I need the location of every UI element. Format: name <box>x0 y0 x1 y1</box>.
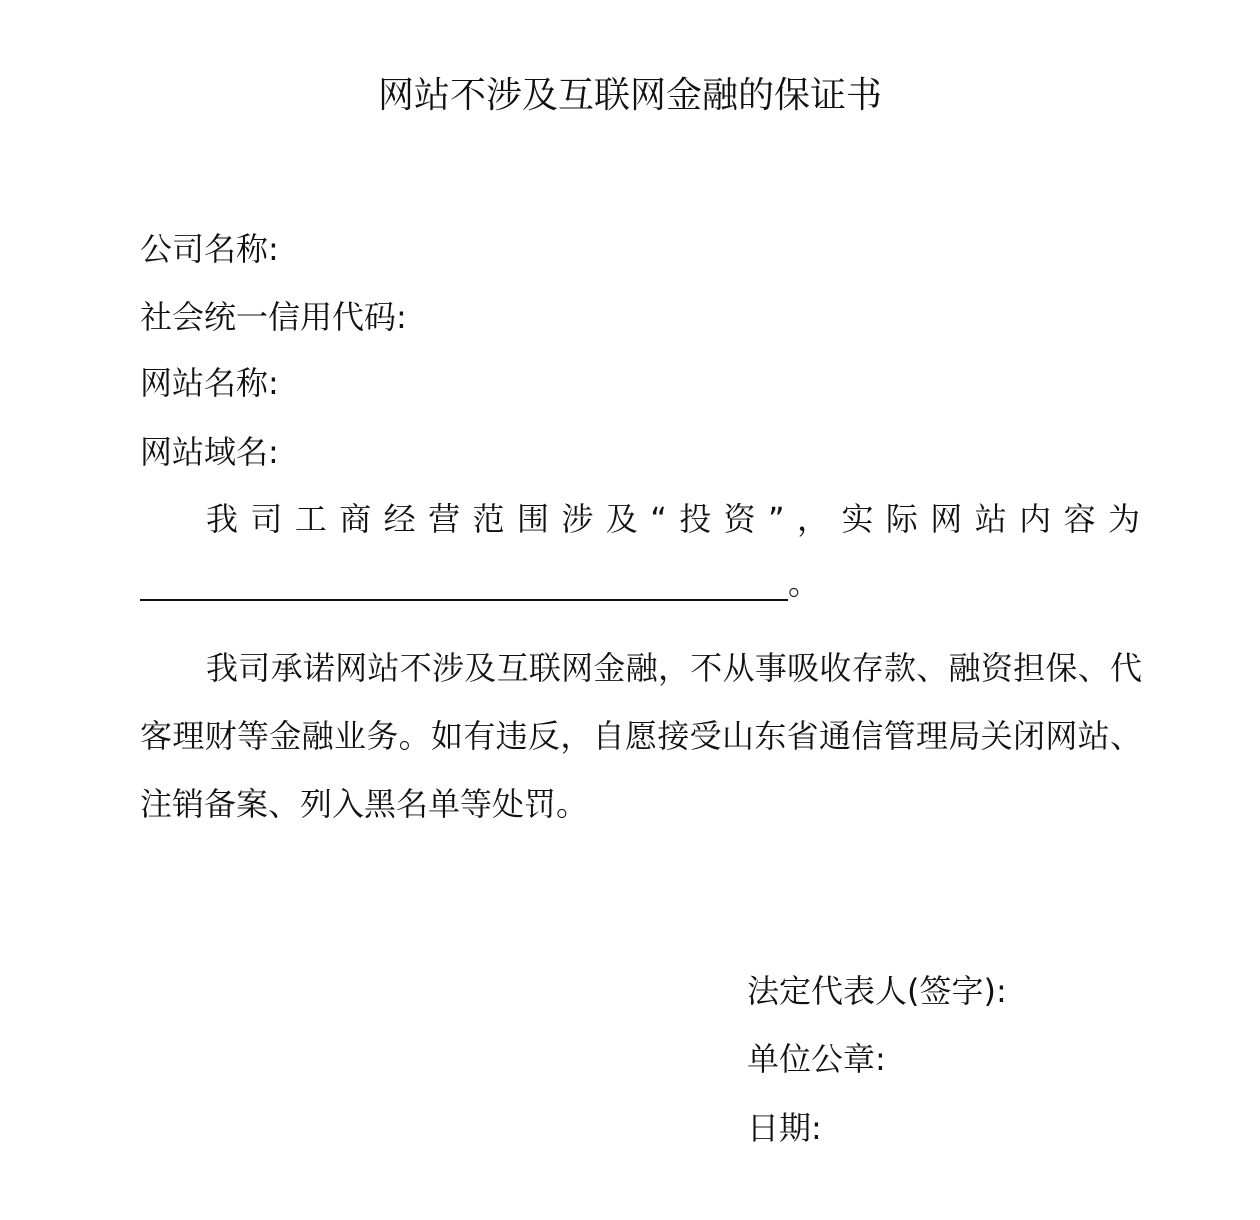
credit-code-label: 社会统一信用代码: <box>140 298 407 336</box>
date-label: 日期: <box>747 1109 822 1147</box>
business-scope-statement: 我司工商经营范围涉及“投资”，实际网站内容为 <box>206 500 1140 538</box>
site-name-label: 网站名称: <box>140 364 279 402</box>
company-name-label: 公司名称: <box>140 230 279 268</box>
domain-label: 网站域名: <box>140 433 279 471</box>
site-content-blank <box>140 563 820 603</box>
period-mark: 。 <box>788 564 821 602</box>
legal-representative-signature-label: 法定代表人(签字): <box>747 972 1007 1010</box>
company-seal-label: 单位公章: <box>747 1040 886 1078</box>
document-title: 网站不涉及互联网金融的保证书 <box>377 75 882 116</box>
commitment-paragraph: 我司承诺网站不涉及互联网金融，不从事吸收存款、融资担保、代客理财等金融业务。如有违反，自愿接受山东省通信管理局关闭网站、注销备案、列入黑名单等处罚。 <box>140 649 1142 823</box>
fill-in-underline <box>140 563 788 601</box>
